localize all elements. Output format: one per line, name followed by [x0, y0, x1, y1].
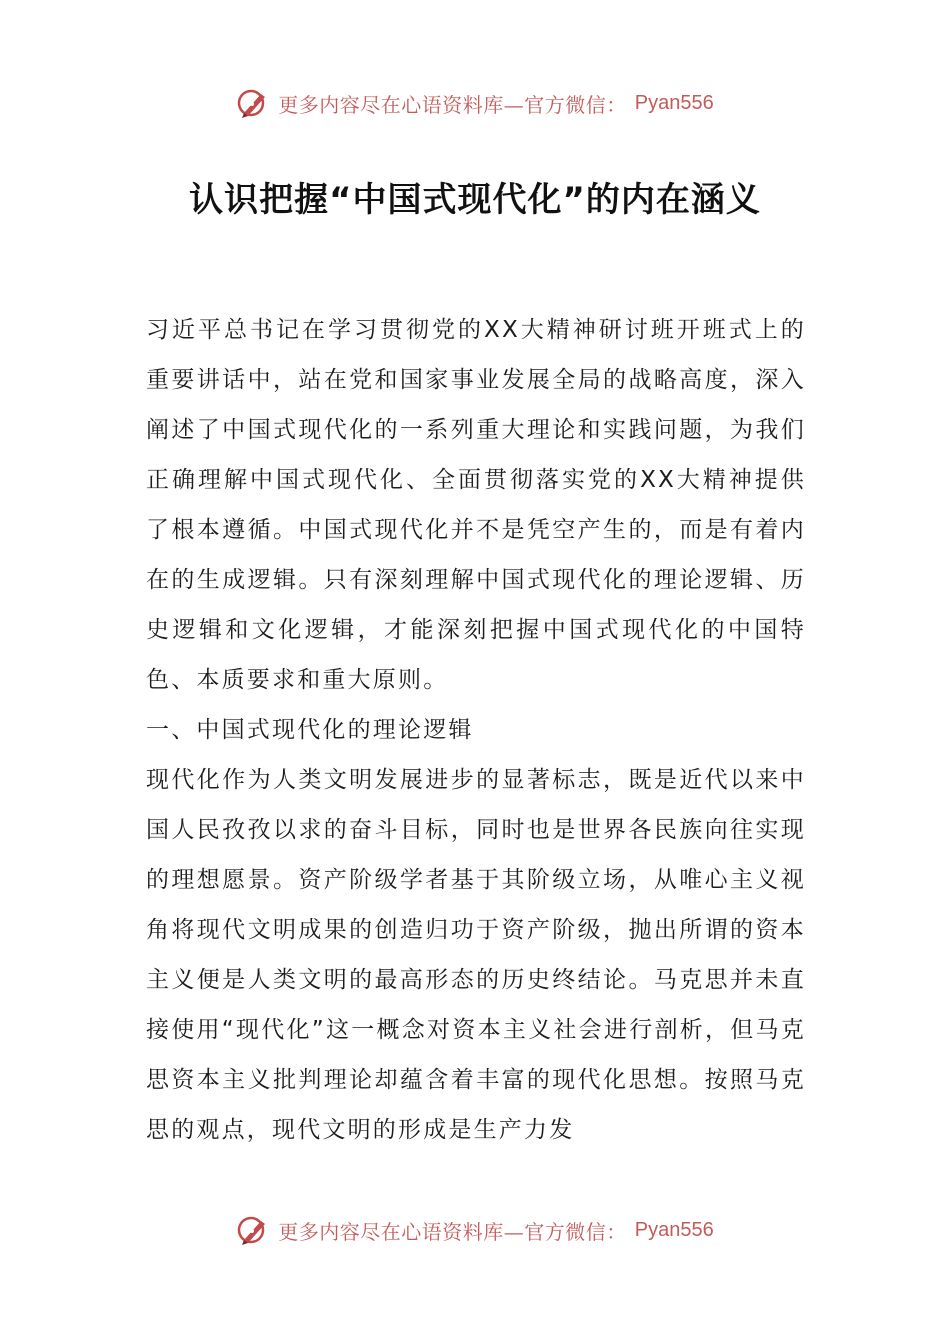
banner-text: 更多内容尽在心语资料库—官方微信：: [278, 92, 627, 117]
paragraph-intro: 习近平总书记在学习贯彻党的XX大精神研讨班开班式上的重要讲话中，站在党和国家事业发展全局的战略高度，深入阐述了中国式现代化的一系列重大理论和实践问题，为我们正确理解中国式现代化、全面贯彻落实党的XX大精神提供了根本遵循。中国式现代化并不是凭空产生的，而是有着内在的生成逻辑。只有深刻理解中国式现代化的理论逻辑、历史逻辑和文化逻辑，才能深刻把握中国式现代化的中国特色、本质要求和重大原则。: [146, 317, 806, 693]
header-banner: [0, 83, 950, 123]
paragraph-theory: 现代化作为人类文明发展进步的显著标志，既是近代以来中国人民孜孜以求的奋斗目标，同时也是世界各民族向往实现的理想愿景。资产阶级学者基于其阶级立场，从唯心主义视角将现代文明成果的创造归功于资产阶级，抛出所谓的资本主义便是人类文明的最高形态的历史终结论。马克思并未直接使用“现代化”这一概念对资本主义社会进行剖析，但马克思资本主义批判理论却蕴含着丰富的现代化思想。按照马克思的观点，现代文明的形成是生产力发: [146, 767, 806, 1143]
document-body: [146, 305, 806, 1155]
wechat-id: Pyan556: [634, 1218, 714, 1241]
wechat-id: Pyan556: [634, 91, 714, 114]
banner-text: 更多内容尽在心语资料库—官方微信：: [278, 1219, 627, 1244]
pen-circle-icon: [236, 1213, 270, 1247]
section-heading: 一、中国式现代化的理论逻辑: [146, 717, 474, 743]
pen-circle-icon: [236, 86, 270, 120]
footer-banner: [0, 1210, 950, 1250]
page-title: 认识把握“中国式现代化”的内在涵义: [189, 180, 761, 220]
